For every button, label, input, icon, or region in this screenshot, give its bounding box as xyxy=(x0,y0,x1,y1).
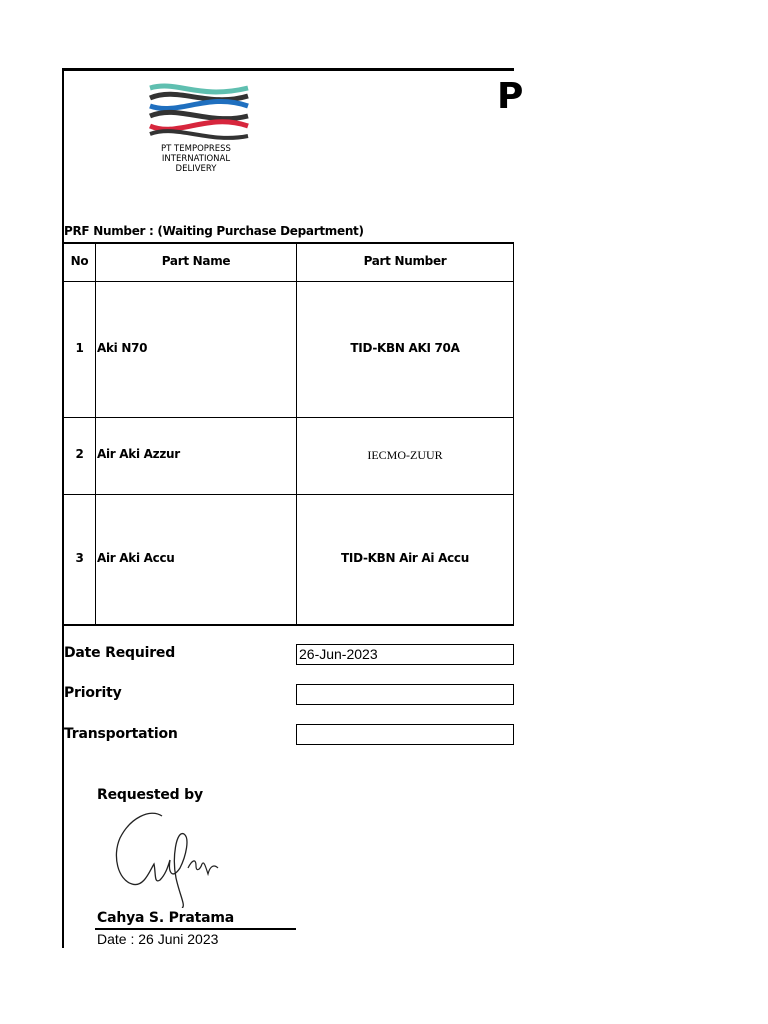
requester-name: Cahya S. Pratama xyxy=(97,910,234,926)
row-2-part-name: Air Aki Azzur xyxy=(97,447,180,461)
priority-label: Priority xyxy=(64,685,122,701)
col-divider-1 xyxy=(95,242,96,625)
column-header-no: No xyxy=(70,254,89,268)
priority-field[interactable] xyxy=(296,684,514,705)
top-border xyxy=(62,68,514,71)
date-required-label: Date Required xyxy=(64,645,176,661)
row1-bottom-line xyxy=(62,417,514,418)
row2-bottom-line xyxy=(62,494,514,495)
row3-bottom-line xyxy=(62,624,514,626)
date-required-field[interactable]: 26-Jun-2023 xyxy=(296,644,514,665)
row-1-no: 1 xyxy=(75,341,84,355)
requested-by-label: Requested by xyxy=(97,787,203,803)
prf-number: PRF Number : (Waiting Purchase Department) xyxy=(64,224,364,238)
handwritten-signature xyxy=(110,808,230,908)
left-border xyxy=(62,68,64,948)
column-header-part-name: Part Name xyxy=(161,254,231,268)
row-2-no: 2 xyxy=(75,447,84,461)
company-name-line-3: DELIVERY xyxy=(175,164,217,174)
signature-underline xyxy=(95,928,296,930)
row-1-part-name: Aki N70 xyxy=(97,341,148,355)
request-date: Date : 26 Juni 2023 xyxy=(97,931,219,947)
row-3-part-name: Air Aki Accu xyxy=(97,551,175,565)
transportation-label: Transportation xyxy=(64,726,178,742)
header-bottom-line xyxy=(62,281,514,282)
row-1-part-number: TID-KBN AKI 70A xyxy=(350,341,460,355)
row-3-no: 3 xyxy=(75,551,84,565)
row-3-part-number: TID-KBN Air Ai Accu xyxy=(341,551,469,565)
company-name-line-1: PT TEMPOPRESS xyxy=(161,144,231,154)
col-divider-2 xyxy=(296,242,297,625)
column-header-part-number: Part Number xyxy=(363,254,447,268)
table-right-line xyxy=(513,242,514,625)
row-2-part-number: IECMO-ZUUR xyxy=(367,448,443,462)
transportation-field[interactable] xyxy=(296,724,514,745)
company-logo xyxy=(148,82,252,144)
company-name-line-2: INTERNATIONAL xyxy=(161,154,231,164)
table-top-line xyxy=(62,242,514,244)
document-title: P xyxy=(497,76,524,117)
